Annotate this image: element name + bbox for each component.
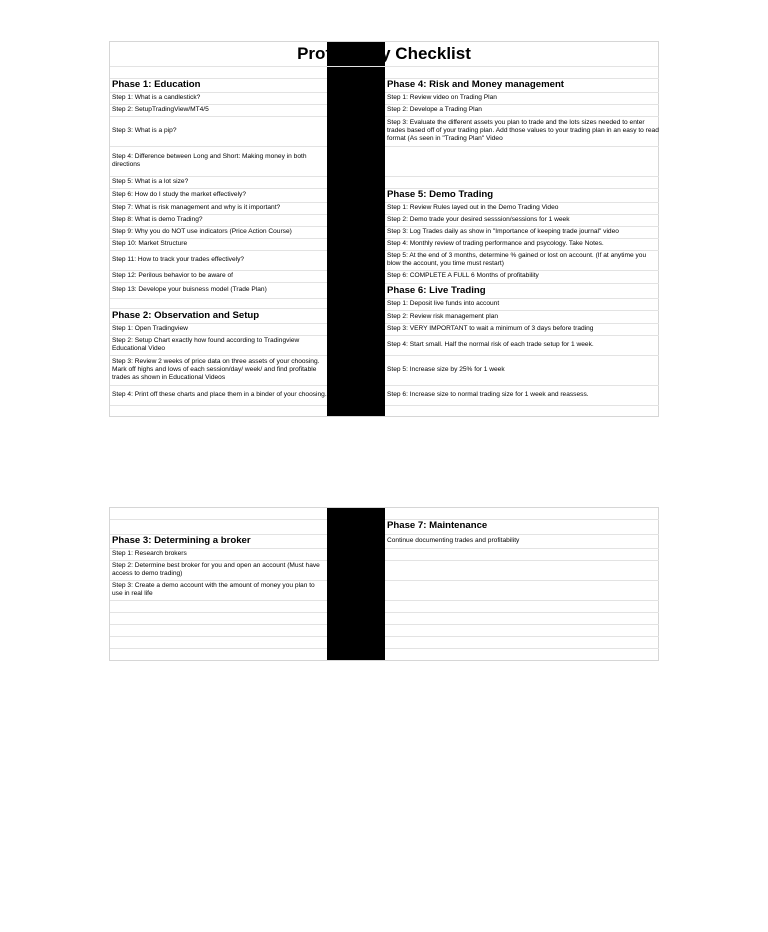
phase4-step: Step 2: Develope a Trading Plan [387, 106, 482, 113]
phase5-heading: Phase 5: Demo Trading [387, 189, 494, 200]
phase5-step: Step 1: Review Rules layed out in the Demo Trading Video [387, 204, 559, 211]
phase5-step: Step 2: Demo trade your desired sesssion/sessions for 1 week [387, 216, 570, 223]
phase1-step: Step 9: Why you do NOT use indicators (Price Action Course) [112, 228, 292, 235]
phase1-step: Step 13: Develope your buisness model (Trade Plan) [112, 286, 267, 293]
grid-line [385, 548, 659, 549]
phase1-step: Step 7: What is risk management and why is it important? [112, 204, 281, 211]
black-divider-column [327, 42, 385, 416]
phase1-step: Step 6: How do I study the market effectively? [112, 191, 247, 198]
grid-line [385, 560, 659, 561]
grid-line [385, 636, 659, 637]
phase6-step: Step 5: Increase size by 25% for 1 week [387, 366, 505, 373]
phase5-step: Step 5: At the end of 3 months, determine % gained or lost on account. (If at anytime you blow the account, you time must restart) [387, 252, 647, 267]
grid-line [110, 405, 327, 406]
phase1-step: Step 12: Perilous behavior to be aware of [112, 272, 233, 279]
grid-line [385, 405, 659, 406]
phase6-step: Step 1: Deposit live funds into account [387, 300, 500, 307]
grid-line [385, 176, 659, 177]
phase5-step: Step 4: Monthly review of trading performance and psycology. Take Notes. [387, 240, 604, 247]
grid-line [110, 612, 327, 613]
grid-line [385, 624, 659, 625]
phase1-heading: Phase 1: Education [112, 79, 201, 90]
phase2-step: Step 1: Open Tradingview [112, 325, 188, 332]
phase5-step: Step 6: COMPLETE A FULL 6 Months of profitability [387, 272, 539, 279]
grid-line [110, 636, 327, 637]
phase1-step: Step 1: What is a candlestick? [112, 94, 201, 101]
phase2-step: Step 4: Print off these charts and place them in a binder of your choosing. [112, 391, 327, 398]
phase6-step: Step 4: Start small. Half the normal risk of each trade setup for 1 week. [387, 341, 594, 348]
phase5-step: Step 3: Log Trades daily as show in "Importance of keeping trade journal" video [387, 228, 619, 235]
black-divider-column [327, 508, 385, 660]
phase4-step: Step 1: Review video on Trading Plan [387, 94, 497, 101]
phase6-step: Step 3: VERY IMPORTANT to wait a minimum of 3 days before trading [387, 325, 594, 332]
phase6-step: Step 6: Increase size to normal trading size for 1 week and reassess. [387, 391, 589, 398]
grid-line [385, 600, 659, 601]
phase1-step: Step 8: What is demo Trading? [112, 216, 203, 223]
grid-line [110, 519, 327, 520]
grid-line [385, 612, 659, 613]
phase7-step: Continue documenting trades and profitability [387, 537, 520, 544]
checklist-sheet-top [109, 41, 659, 417]
checklist-sheet-bottom [109, 507, 659, 661]
phase1-step: Step 4: Difference between Long and Short: Making money in both directions [112, 153, 307, 168]
grid-line [385, 146, 659, 147]
phase4-heading: Phase 4: Risk and Money management [387, 79, 565, 90]
phase6-heading: Phase 6: Live Trading [387, 284, 486, 296]
phase2-heading: Phase 2: Observation and Setup [112, 309, 260, 321]
grid-line [385, 580, 659, 581]
phase1-step: Step 11: How to track your trades effectively? [112, 256, 245, 263]
phase1-step: Step 2: SetupTradingView/MT4/5 [112, 106, 209, 113]
phase6-step: Step 2: Review risk management plan [387, 312, 499, 320]
grid-line [110, 648, 327, 649]
phase2-step: Step 3: Review 2 weeks of price data on three assets of your choosing. Mark off highs and lows of each session/day/ week/ and find profitable trades as shown in Educational Videos [112, 358, 320, 381]
phase1-step: Step 10: Market Structure [112, 240, 188, 247]
grid-line [385, 648, 659, 649]
phase3-step: Step 1: Research brokers [112, 550, 187, 557]
phase4-step: Step 3: Evaluate the different assets you plan to trade and the lots sizes needed to enter trades based off of your trading plan. Add those values to your trading plan in an easy to read format (As seen in "Trading Plan" Video [387, 119, 659, 142]
phase3-step: Step 2: Determine best broker for you and open an account (Must have access to demo trading) [112, 562, 320, 577]
grid-line [110, 624, 327, 625]
grid-line [110, 298, 327, 299]
grid-line [110, 600, 327, 601]
phase7-heading: Phase 7: Maintenance [387, 520, 488, 531]
phase2-step: Step 2: Setup Chart exactly how found according to Tradingview Educational Video [112, 337, 300, 352]
phase3-heading: Phase 3: Determining a broker [112, 535, 251, 546]
phase1-step: Step 3: What is a pip? [112, 127, 177, 134]
page-title: Profitability Checklist [110, 42, 658, 67]
phase3-step: Step 3: Create a demo account with the amount of money you plan to use in real life [112, 582, 315, 597]
phase1-step: Step 5: What is a lot size? [112, 178, 189, 185]
